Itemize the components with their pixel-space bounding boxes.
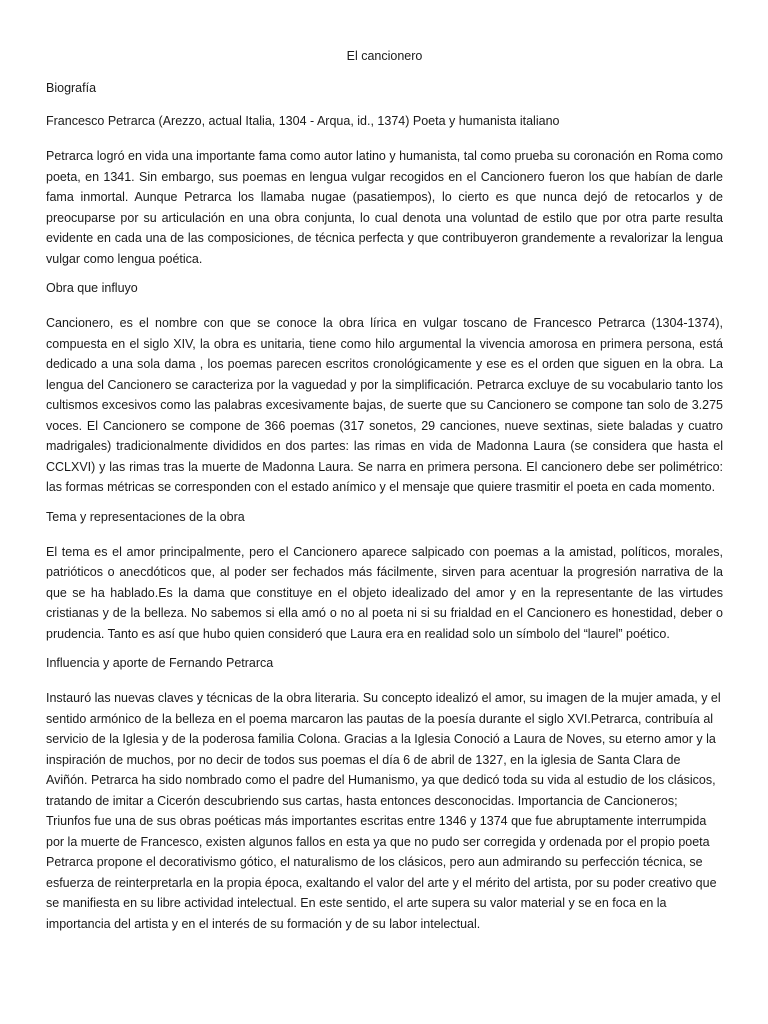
- paragraph-tema: El tema es el amor principalmente, pero el Cancionero aparece salpicado con poemas a la amistad, políticos, morales, patrióticos o anecdóticos que, al poder ser fechados más fácilmente, sirven para acentuar la progresión narrativa de la que se ha hablado.Es la dama que constituye en el objeto idealizado del amor y en la representante de las virtudes cristianas y de la belleza. No sabemos si ella amó o no al poeta ni si su frialdad en el Cancionero es honestidad, deber o prudencia. Tanto es así que hubo quien consideró que Laura era en realidad solo un símbolo del “laurel” poético.: [46, 544, 723, 641]
- section-heading-tema: Tema y representaciones de la obra: [46, 509, 245, 524]
- paragraph-obra: Cancionero, es el nombre con que se conoce la obra lírica en vulgar toscano de Francesco Petrarca (1304-1374), compuesta en el siglo XIV, la obra es unitaria, tiene como hilo argumental la vivencia amorosa en primera persona, está dedicado a una sola dama , los poemas parecen escritos cronológicamente y ese es el orden que siguen en la obra. La lengua del Cancionero se caracteriza por la vaguedad y por la simplificación. Petrarca excluye de su vocabulario tanto los cultismos excesivos como las palabras excesivamente bajas, de suerte que su Cancionero se compone tan solo de 3.275 voces. El Cancionero se compone de 366 poemas (317 sonetos, 29 canciones, nueve sextinas, siete baladas y cuatro madrigales) tradicionalmente divididos en dos partes: las rimas en vida de Madonna Laura (se considera que hasta el CCLXVI) y las rimas tras la muerte de Madonna Laura. Se narra en primera persona. El cancionero debe ser polimétrico: las formas métricas se corresponden con el estado anímico y el mensaje que quiere trasmitir el poeta en cada momento.: [46, 316, 723, 494]
- document-title: El cancionero: [346, 49, 423, 63]
- document-page: [46, 48, 723, 945]
- section-heading-biografia: Biografía: [46, 81, 97, 95]
- paragraph-biografia: Petrarca logró en vida una importante fama como autor latino y humanista, tal como prueba su coronación en Roma como poeta, en 1341. Sin embargo, sus poemas en lengua vulgar recogidos en el Cancionero fueron los que habían de darle fama inmortal. Aunque Petrarca los llamaba nugae (pasatiempos), lo cierto es que nunca dejó de retocarlos y de preocuparse por su articulación en una obra conjunta, lo cual denota una voluntad de estilo que por otra parte resulta evidente en cada una de las composiciones, de técnica perfecta y que contribuyeron grandemente a revalorizar la lengua vulgar como lengua poética.: [46, 149, 723, 266]
- author-subheading: Francesco Petrarca (Arezzo, actual Italia, 1304 - Arqua, id., 1374) Poeta y humanista italiano: [46, 114, 560, 128]
- section-heading-obra: Obra que influyo: [46, 281, 138, 295]
- paragraph-influencia: Instauró las nuevas claves y técnicas de la obra literaria. Su concepto idealizó el amor, su imagen de la mujer amada, y el sentido armónico de la belleza en el poema marcaron las pautas de la poesía durante el siglo XVI.Petrarca, contribuía al servicio de la Iglesia y de la poderosa familia Colona. Gracias a la Iglesia Conoció a Laura de Noves, su eterno amor y la inspiración de muchos, por no decir de todos sus poemas el día 6 de abril de 1327, en la iglesia de Santa Clara de Aviñón. Petrarca ha sido nombrado como el padre del Humanismo, ya que dedicó toda su vida al estudio de los clásicos, tratando de imitar a Cicerón descubriendo sus cartas, hasta entonces desconocidas. Importancia de Cancioneros; Triunfos fue una de sus obras poéticas más importantes escritas entre 1346 y 1374 que fue abruptamente interrumpida por la muerte de Francesco, existen algunos fallos en esta ya que no pudo ser corregida y ordenada por el propio poeta Petrarca propone el decorativismo gótico, el naturalismo de los clásicos, pero aun admirando su perfección técnica, se esfuerza de reinterpretarla en la propia época, exaltando el valor del arte y el mérito del artista, por su poder creativo que se manifiesta en su libre actividad intelectual. En este sentido, el arte supera su valor material y se en foca en la importancia del artista y en el interés de su formación y de su labor intelectual.: [46, 691, 721, 931]
- section-heading-influencia: Influencia y aporte de Fernando Petrarca: [46, 656, 274, 670]
